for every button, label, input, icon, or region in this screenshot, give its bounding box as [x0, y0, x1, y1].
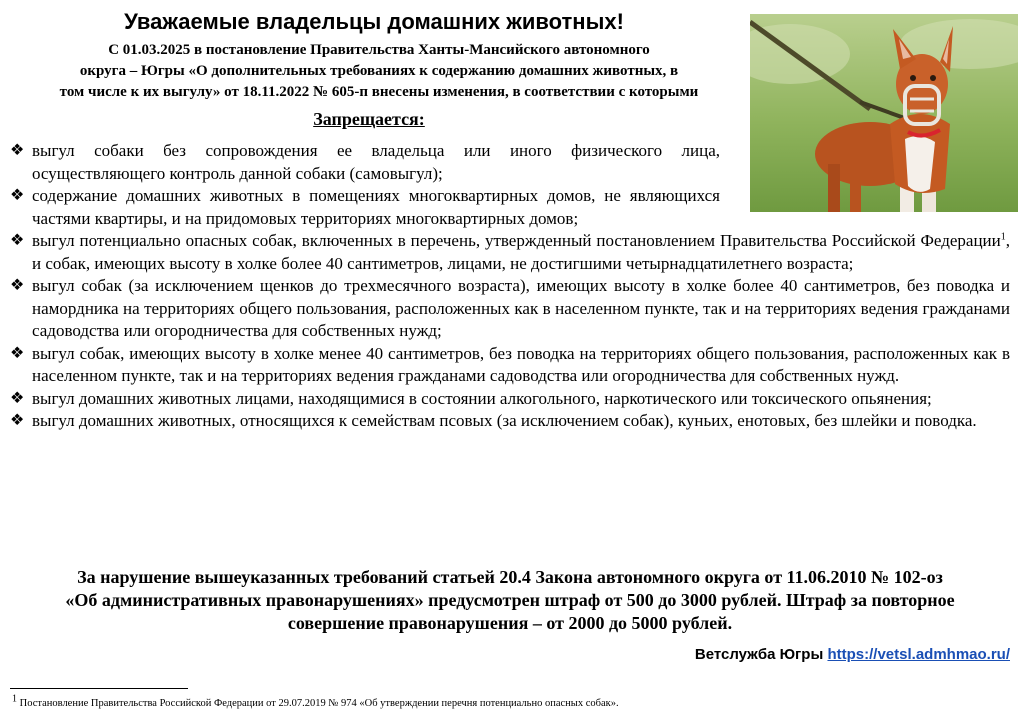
list-item-text: выгул собаки без сопровождения ее владельца или иного физического лица, осуществляющего контроль данной собаки (самовыгул);: [32, 141, 720, 183]
diamond-bullet-icon: ❖: [10, 277, 25, 294]
intro-line: С 01.03.2025 в постановление Правительства Ханты-Мансийского автономного: [108, 42, 650, 58]
list-item-text: выгул домашних животных лицами, находящимися в состоянии алкогольного, наркотического или токсического опьянения;: [32, 388, 932, 408]
prohibitions-list: [10, 140, 1010, 433]
diamond-bullet-icon: ❖: [10, 142, 25, 159]
diamond-bullet-icon: ❖: [10, 187, 25, 204]
footnote-ref: 1: [1000, 231, 1006, 243]
intro-line: том числе к их выгулу» от 18.11.2022 № 605-п внесены изменения, в соответствии с которыми: [59, 84, 699, 100]
intro-line: округа – Югры «О дополнительных требованиях к содержанию домашних животных, в: [79, 63, 679, 79]
diamond-bullet-icon: ❖: [10, 344, 25, 362]
list-item-text: выгул собак, имеющих высоту в холке менее 40 сантиметров, без поводка на территориях общего пользования, расположенных как в населенном пункте, так и на территориях ведения гражданами садоводства или огородничества для собственных нужд.: [32, 343, 1010, 385]
list-item: [10, 343, 1010, 388]
signature: [695, 646, 1010, 663]
prohibited-heading: Запрещается:: [313, 109, 425, 129]
diamond-bullet-icon: ❖: [10, 232, 25, 249]
diamond-bullet-icon: ❖: [10, 412, 25, 429]
list-item: [10, 388, 1010, 411]
list-item: [10, 140, 720, 185]
list-item: [10, 410, 1010, 433]
list-item-text: содержание домашних животных в помещениях многоквартирных домов, не являющихся частями квартиры, и на придомовых территориях многоквартирных домов;: [32, 186, 720, 228]
list-item-text: выгул собак (за исключением щенков до трехмесячного возраста), имеющих высоту в холке более 40 сантиметров, без поводка и намордника на территориях общего пользования, расположенных как в населенном пункте, так и на территориях ведения гражданами садоводства или огородничества для собственных нужд;: [32, 276, 1010, 340]
diamond-bullet-icon: ❖: [10, 389, 25, 407]
page-title: Уважаемые владельцы домашних животных!: [124, 9, 624, 34]
footnote-text: Постановление Правительства Российской Федерации от 29.07.2019 № 974 «Об утверждении перечня потенциально опасных собак».: [19, 698, 619, 709]
footnote-mark: 1: [12, 693, 17, 705]
intro-paragraph: [10, 40, 748, 103]
organization-name: Ветслужба Югры: [694, 646, 824, 663]
footnote: [12, 693, 619, 711]
list-item-text: выгул потенциально опасных собак, включенных в перечень, утвержденный постановлением Правительства Российской Федерации: [32, 231, 1001, 250]
website-link[interactable]: https://vetsl.admhmao.ru/: [827, 646, 1010, 663]
list-item: [10, 230, 1010, 275]
penalty-line: За нарушение вышеуказанных требований статьей 20.4 Закона автономного округа от 11.06.2010 № 102-оз: [77, 567, 943, 587]
footnote-divider: [10, 688, 188, 689]
penalty-line: совершение правонарушения – от 2000 до 5000 рублей.: [287, 613, 733, 633]
penalty-line: «Об административных правонарушениях» предусмотрен штраф от 500 до 3000 рублей. Штраф за повторное: [65, 590, 955, 610]
list-item-text: выгул домашних животных, относящихся к семействам псовых (за исключением собак), куньих, енотовых, без шлейки и поводка.: [32, 411, 977, 430]
list-item: [10, 185, 720, 230]
penalty-notice: [10, 566, 1010, 635]
list-item: [10, 275, 1010, 343]
list-item-text: , и собак, имеющих высоту в холке более 40 сантиметров, лицами, не достигшими четырнадцатилетнего возраста;: [32, 231, 1010, 273]
